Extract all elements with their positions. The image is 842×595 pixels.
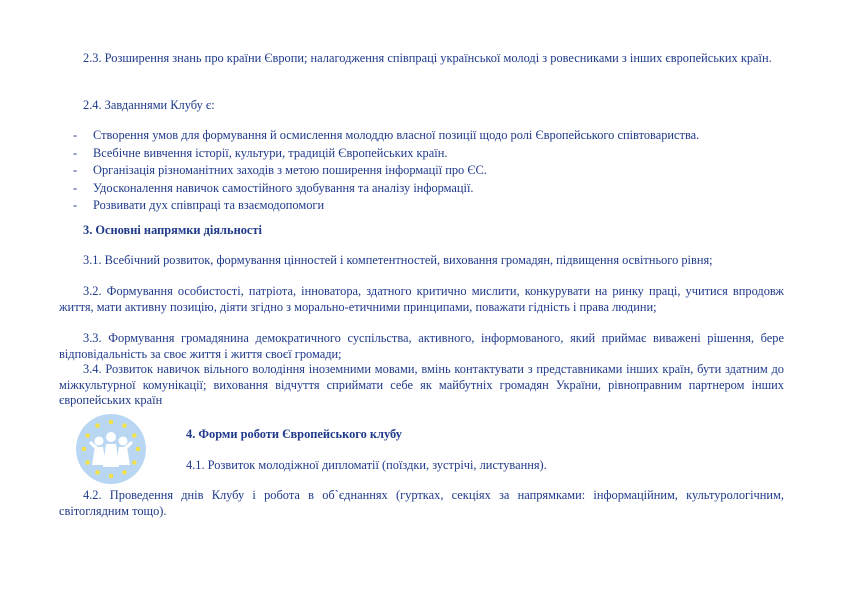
list-item-text: Створення умов для формування й осмислення молоддю власної позиції щодо ролі Європейського співтовариства. (93, 128, 700, 142)
section-4-heading: 4. Форми роботи Європейського клубу (186, 427, 402, 441)
list-item-text: Організація різноманітних заходів з метою поширення інформації про ЄС. (93, 163, 487, 177)
section-3-heading: 3. Основні напрямки діяльності (83, 223, 262, 237)
list-item-text: Розвивати дух співпраці та взаємодопомоги (93, 198, 325, 212)
bullet-dash: - (73, 163, 78, 177)
tasks-list (59, 127, 784, 215)
paragraph-3-3: 3.3. Формування громадянина демократичного суспільства, активного, інформованого, який приймає виважені рішення, бере відповідальність за своє життя і життя своєї громади; (59, 331, 784, 361)
paragraph-4-2: 4.2. Проведення днів Клубу і робота в об`єднаннях (гуртках, секціях за напрямками: інформаційним, культурологічним, світоглядним тощо). (59, 488, 784, 518)
list-item (59, 180, 784, 198)
list-item (59, 197, 784, 215)
bullet-dash: - (73, 180, 78, 195)
paragraph-3-4: 3.4. Розвиток навичок вільного володіння іноземними мовами, вмінь контактувати з представниками інших країн, бути здатним до міжкультурної комунікації; виховання відчуття сприймати себе як майбутніх громадян України, рівноправним партнером інших європейських країн (59, 362, 784, 408)
paragraph-2-4: 2.4. Завданнями Клубу є: (83, 98, 215, 112)
list-item-text: Всебічне вивчення історії, культури, традицій Європейських країн. (93, 145, 448, 160)
european-club-logo-icon (75, 413, 147, 485)
list-item (59, 127, 784, 145)
bullet-dash: - (73, 198, 78, 212)
paragraph-3-1: 3.1. Всебічний розвиток, формування цінностей і компетентностей, виховання громадян, підвищення освітнього рівня; (83, 253, 713, 267)
list-item (59, 145, 784, 163)
paragraph-4-1: 4.1. Розвиток молодіжної дипломатії (поїздки, зустрічі, листування). (186, 458, 547, 472)
list-item-text: Удосконалення навичок самостійного здобування та аналізу інформації. (93, 180, 474, 195)
paragraph-2-3: 2.3. Розширення знань про країни Європи; налагодження співпраці української молоді з ровесниками з інших європейських країн. (83, 51, 772, 65)
list-item (59, 162, 784, 180)
paragraph-3-2: 3.2. Формування особистості, патріота, інноватора, здатного критично мислити, конкурувати на ринку праці, учитися впродовж життя, мати активну позицію, діяти згідно з морально-етичними принципами, поважати гідність і права людини; (59, 284, 784, 314)
bullet-dash: - (73, 128, 78, 142)
bullet-dash: - (73, 145, 78, 160)
